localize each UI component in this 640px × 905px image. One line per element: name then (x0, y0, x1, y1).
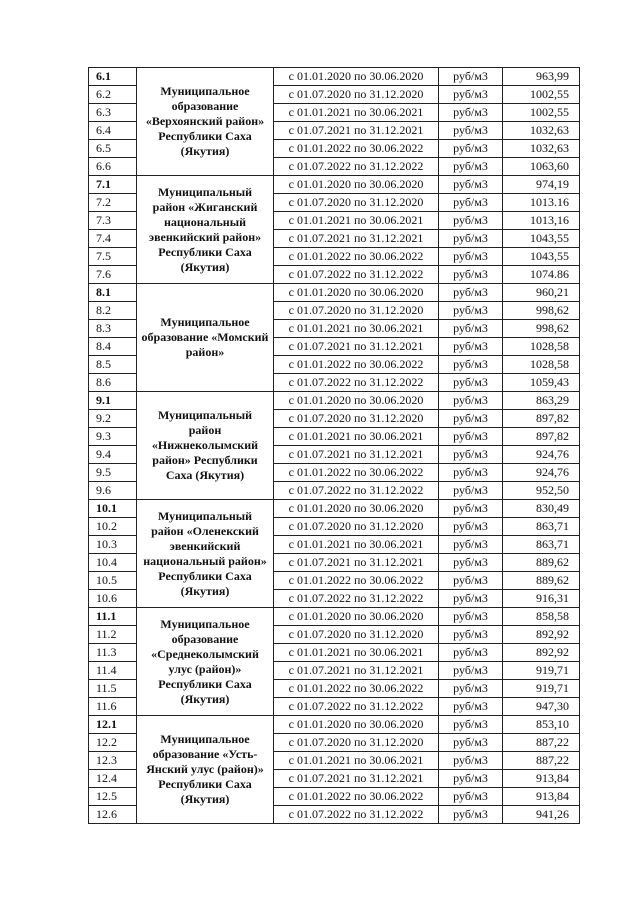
row-number: 12.4 (89, 770, 137, 788)
value-cell: 897,82 (503, 410, 580, 428)
period-cell: с 01.07.2022 по 31.12.2022 (274, 482, 439, 500)
period-cell: с 01.07.2022 по 31.12.2022 (274, 590, 439, 608)
unit-cell: руб/м3 (439, 194, 503, 212)
period-cell: с 01.01.2020 по 30.06.2020 (274, 284, 439, 302)
value-cell: 924,76 (503, 446, 580, 464)
unit-cell: руб/м3 (439, 662, 503, 680)
unit-cell: руб/м3 (439, 572, 503, 590)
value-cell: 1002,55 (503, 86, 580, 104)
period-cell: с 01.01.2022 по 30.06.2022 (274, 464, 439, 482)
row-number: 8.3 (89, 320, 137, 338)
value-cell: 913,84 (503, 770, 580, 788)
unit-cell: руб/м3 (439, 338, 503, 356)
row-number: 8.5 (89, 356, 137, 374)
value-cell: 863,71 (503, 518, 580, 536)
table-row (89, 284, 580, 302)
unit-cell: руб/м3 (439, 608, 503, 626)
unit-cell: руб/м3 (439, 104, 503, 122)
region-name: Муниципальное образование «Усть-Янский улус (район)» Республики Саха (Якутия) (137, 716, 274, 824)
period-cell: с 01.01.2022 по 30.06.2022 (274, 788, 439, 806)
region-name: Муниципальное образование «Верхоянский район» Республики Саха (Якутия) (137, 68, 274, 176)
period-cell: с 01.07.2020 по 31.12.2020 (274, 518, 439, 536)
value-cell: 863,71 (503, 536, 580, 554)
row-number: 9.3 (89, 428, 137, 446)
period-cell: с 01.01.2021 по 30.06.2021 (274, 320, 439, 338)
unit-cell: руб/м3 (439, 284, 503, 302)
value-cell: 1074.86 (503, 266, 580, 284)
period-cell: с 01.07.2021 по 31.12.2021 (274, 662, 439, 680)
unit-cell: руб/м3 (439, 482, 503, 500)
unit-cell: руб/м3 (439, 248, 503, 266)
row-number: 11.2 (89, 626, 137, 644)
value-cell: 887,22 (503, 734, 580, 752)
period-cell: с 01.01.2021 по 30.06.2021 (274, 104, 439, 122)
row-number: 12.3 (89, 752, 137, 770)
value-cell: 1028,58 (503, 338, 580, 356)
value-cell: 998,62 (503, 320, 580, 338)
period-cell: с 01.01.2020 по 30.06.2020 (274, 500, 439, 518)
unit-cell: руб/м3 (439, 266, 503, 284)
period-cell: с 01.07.2020 по 31.12.2020 (274, 734, 439, 752)
period-cell: с 01.01.2022 по 30.06.2022 (274, 680, 439, 698)
unit-cell: руб/м3 (439, 230, 503, 248)
period-cell: с 01.07.2020 по 31.12.2020 (274, 626, 439, 644)
period-cell: с 01.01.2021 по 30.06.2021 (274, 212, 439, 230)
period-cell: с 01.01.2020 по 30.06.2020 (274, 716, 439, 734)
unit-cell: руб/м3 (439, 536, 503, 554)
table-row (89, 176, 580, 194)
value-cell: 853,10 (503, 716, 580, 734)
row-number: 7.6 (89, 266, 137, 284)
unit-cell: руб/м3 (439, 158, 503, 176)
value-cell: 924,76 (503, 464, 580, 482)
period-cell: с 01.01.2022 по 30.06.2022 (274, 248, 439, 266)
row-number: 6.4 (89, 122, 137, 140)
period-cell: с 01.07.2021 по 31.12.2021 (274, 122, 439, 140)
value-cell: 963,99 (503, 68, 580, 86)
row-number: 7.5 (89, 248, 137, 266)
unit-cell: руб/м3 (439, 410, 503, 428)
row-number: 10.3 (89, 536, 137, 554)
value-cell: 1059,43 (503, 374, 580, 392)
row-number: 6.5 (89, 140, 137, 158)
row-number: 11.3 (89, 644, 137, 662)
unit-cell: руб/м3 (439, 176, 503, 194)
table-row (89, 68, 580, 86)
period-cell: с 01.07.2021 по 31.12.2021 (274, 770, 439, 788)
table-row (89, 716, 580, 734)
period-cell: с 01.07.2022 по 31.12.2022 (274, 374, 439, 392)
unit-cell: руб/м3 (439, 86, 503, 104)
row-number: 11.6 (89, 698, 137, 716)
row-number: 12.5 (89, 788, 137, 806)
unit-cell: руб/м3 (439, 374, 503, 392)
value-cell: 1028,58 (503, 356, 580, 374)
unit-cell: руб/м3 (439, 734, 503, 752)
unit-cell: руб/м3 (439, 302, 503, 320)
unit-cell: руб/м3 (439, 716, 503, 734)
row-number: 8.1 (89, 284, 137, 302)
row-number: 10.6 (89, 590, 137, 608)
unit-cell: руб/м3 (439, 356, 503, 374)
unit-cell: руб/м3 (439, 788, 503, 806)
row-number: 10.5 (89, 572, 137, 590)
unit-cell: руб/м3 (439, 770, 503, 788)
row-number: 7.4 (89, 230, 137, 248)
unit-cell: руб/м3 (439, 212, 503, 230)
table-row (89, 392, 580, 410)
unit-cell: руб/м3 (439, 140, 503, 158)
row-number: 10.1 (89, 500, 137, 518)
value-cell: 892,92 (503, 644, 580, 662)
row-number: 8.4 (89, 338, 137, 356)
value-cell: 1043,55 (503, 230, 580, 248)
period-cell: с 01.01.2020 по 30.06.2020 (274, 392, 439, 410)
value-cell: 919,71 (503, 662, 580, 680)
period-cell: с 01.07.2021 по 31.12.2021 (274, 230, 439, 248)
value-cell: 1032,63 (503, 122, 580, 140)
unit-cell: руб/м3 (439, 680, 503, 698)
unit-cell: руб/м3 (439, 392, 503, 410)
period-cell: с 01.01.2020 по 30.06.2020 (274, 176, 439, 194)
row-number: 11.5 (89, 680, 137, 698)
value-cell: 892,92 (503, 626, 580, 644)
tariff-table-body (89, 68, 580, 824)
value-cell: 1043,55 (503, 248, 580, 266)
value-cell: 1002,55 (503, 104, 580, 122)
period-cell: с 01.01.2022 по 30.06.2022 (274, 572, 439, 590)
unit-cell: руб/м3 (439, 752, 503, 770)
value-cell: 919,71 (503, 680, 580, 698)
row-number: 9.2 (89, 410, 137, 428)
period-cell: с 01.01.2022 по 30.06.2022 (274, 356, 439, 374)
row-number: 7.1 (89, 176, 137, 194)
value-cell: 947,30 (503, 698, 580, 716)
region-name: Муниципальный район «Нижнеколымский район» Республики Саха (Якутия) (137, 392, 274, 500)
row-number: 9.1 (89, 392, 137, 410)
row-number: 12.2 (89, 734, 137, 752)
table-row (89, 608, 580, 626)
region-name: Муниципальный район «Оленекский эвенкийский национальный район» Республики Саха (Якутия) (137, 500, 274, 608)
period-cell: с 01.07.2020 по 31.12.2020 (274, 410, 439, 428)
value-cell: 1013.16 (503, 194, 580, 212)
unit-cell: руб/м3 (439, 68, 503, 86)
period-cell: с 01.07.2022 по 31.12.2022 (274, 158, 439, 176)
row-number: 11.1 (89, 608, 137, 626)
period-cell: с 01.07.2021 по 31.12.2021 (274, 554, 439, 572)
row-number: 7.2 (89, 194, 137, 212)
period-cell: с 01.01.2022 по 30.06.2022 (274, 140, 439, 158)
value-cell: 960,21 (503, 284, 580, 302)
unit-cell: руб/м3 (439, 806, 503, 824)
period-cell: с 01.07.2021 по 31.12.2021 (274, 446, 439, 464)
period-cell: с 01.07.2020 по 31.12.2020 (274, 194, 439, 212)
value-cell: 889,62 (503, 554, 580, 572)
period-cell: с 01.07.2020 по 31.12.2020 (274, 302, 439, 320)
period-cell: с 01.01.2020 по 30.06.2020 (274, 608, 439, 626)
period-cell: с 01.01.2020 по 30.06.2020 (274, 68, 439, 86)
value-cell: 863,29 (503, 392, 580, 410)
row-number: 11.4 (89, 662, 137, 680)
value-cell: 916,31 (503, 590, 580, 608)
row-number: 6.2 (89, 86, 137, 104)
period-cell: с 01.07.2022 по 31.12.2022 (274, 698, 439, 716)
region-name: Муниципальное образование «Среднеколымский улус (район)» Республики Саха (Якутия) (137, 608, 274, 716)
unit-cell: руб/м3 (439, 464, 503, 482)
unit-cell: руб/м3 (439, 626, 503, 644)
period-cell: с 01.07.2022 по 31.12.2022 (274, 266, 439, 284)
row-number: 12.6 (89, 806, 137, 824)
unit-cell: руб/м3 (439, 500, 503, 518)
table-row (89, 500, 580, 518)
value-cell: 1063,60 (503, 158, 580, 176)
period-cell: с 01.01.2021 по 30.06.2021 (274, 644, 439, 662)
row-number: 8.6 (89, 374, 137, 392)
value-cell: 1032,63 (503, 140, 580, 158)
unit-cell: руб/м3 (439, 320, 503, 338)
period-cell: с 01.07.2022 по 31.12.2022 (274, 806, 439, 824)
row-number: 10.2 (89, 518, 137, 536)
period-cell: с 01.01.2021 по 30.06.2021 (274, 428, 439, 446)
value-cell: 1013,16 (503, 212, 580, 230)
unit-cell: руб/м3 (439, 446, 503, 464)
region-name: Муниципальное образование «Момский район» (137, 284, 274, 392)
row-number: 6.1 (89, 68, 137, 86)
value-cell: 998,62 (503, 302, 580, 320)
period-cell: с 01.01.2021 по 30.06.2021 (274, 752, 439, 770)
value-cell: 887,22 (503, 752, 580, 770)
unit-cell: руб/м3 (439, 554, 503, 572)
region-name: Муниципальный район «Жиганский национальный эвенкийский район» Республики Саха (Якутия) (137, 176, 274, 284)
value-cell: 913,84 (503, 788, 580, 806)
value-cell: 974,19 (503, 176, 580, 194)
period-cell: с 01.07.2020 по 31.12.2020 (274, 86, 439, 104)
period-cell: с 01.07.2021 по 31.12.2021 (274, 338, 439, 356)
row-number: 9.6 (89, 482, 137, 500)
row-number: 9.4 (89, 446, 137, 464)
tariff-table (88, 67, 580, 824)
row-number: 10.4 (89, 554, 137, 572)
row-number: 12.1 (89, 716, 137, 734)
value-cell: 858,58 (503, 608, 580, 626)
unit-cell: руб/м3 (439, 698, 503, 716)
row-number: 9.5 (89, 464, 137, 482)
value-cell: 830,49 (503, 500, 580, 518)
row-number: 8.2 (89, 302, 137, 320)
unit-cell: руб/м3 (439, 428, 503, 446)
unit-cell: руб/м3 (439, 590, 503, 608)
row-number: 6.6 (89, 158, 137, 176)
value-cell: 941,26 (503, 806, 580, 824)
value-cell: 897,82 (503, 428, 580, 446)
unit-cell: руб/м3 (439, 122, 503, 140)
unit-cell: руб/м3 (439, 644, 503, 662)
value-cell: 889,62 (503, 572, 580, 590)
row-number: 7.3 (89, 212, 137, 230)
value-cell: 952,50 (503, 482, 580, 500)
period-cell: с 01.01.2021 по 30.06.2021 (274, 536, 439, 554)
row-number: 6.3 (89, 104, 137, 122)
unit-cell: руб/м3 (439, 518, 503, 536)
